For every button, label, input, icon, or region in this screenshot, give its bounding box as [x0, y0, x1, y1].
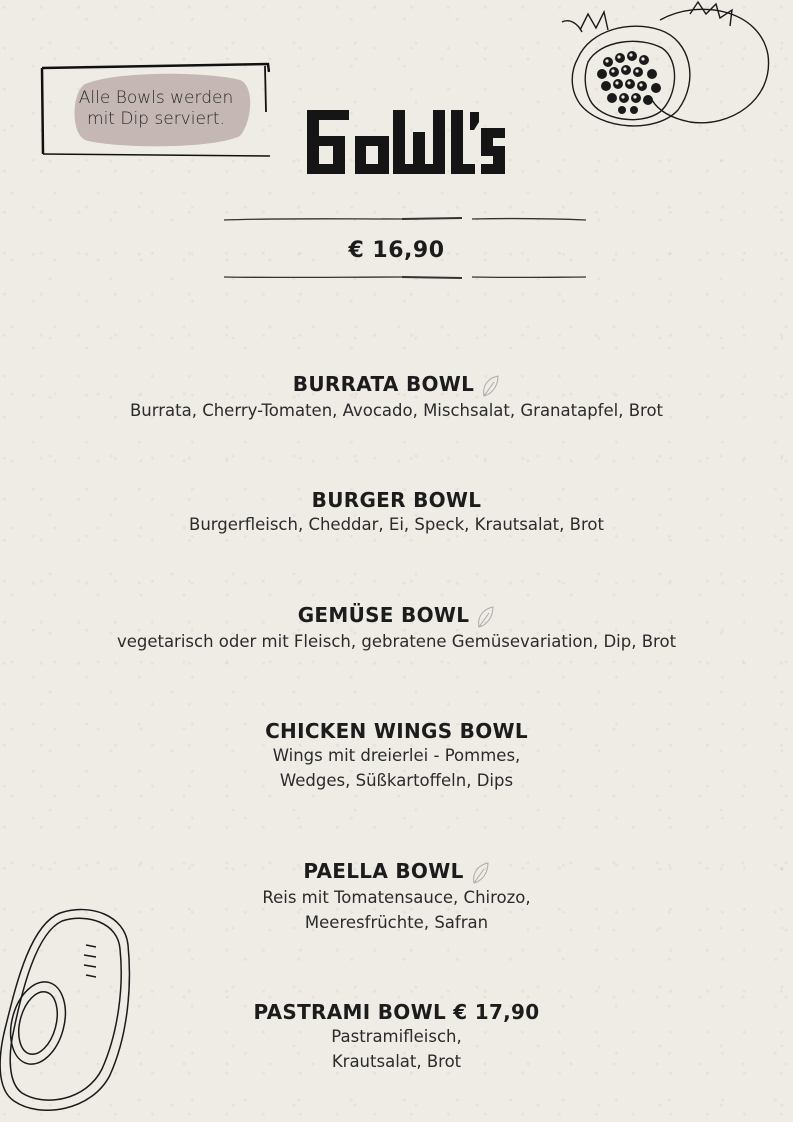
item-title: BURGER BOWL [311, 488, 482, 512]
price: € 16,90 [348, 238, 445, 263]
item-desc: Burgerfleisch, Cheddar, Ei, Speck, Krautsalat, Brot [189, 515, 604, 534]
menu-item [0, 603, 793, 654]
divider-top [222, 216, 588, 222]
note-line-2: mit Dip serviert. [87, 109, 225, 129]
item-desc: Meeresfrüchte, Safran [304, 912, 489, 932]
leaf-icon [480, 374, 500, 398]
item-desc: Wedges, Süßkartoffeln, Dips [279, 771, 514, 790]
item-desc: vegetarisch oder mit Fleisch, gebratene Gemüsevariation, Dip, Brot [116, 631, 677, 651]
item-desc: Krautsalat, Brot [331, 1052, 462, 1071]
note-line-1: Alle Bowls werden [78, 88, 234, 108]
menu-item [0, 488, 793, 537]
menu-item [0, 719, 793, 793]
bowls-logo [305, 108, 507, 176]
divider-bottom [222, 274, 588, 280]
item-title: BURRATA BOWL [0, 372, 793, 398]
item-desc: Wings mit dreierlei - Pommes, [272, 746, 521, 765]
item-title: GEMÜSE BOWL [0, 603, 793, 629]
item-desc: Pastramifleisch, [331, 1027, 462, 1046]
avocado-illustration [0, 905, 135, 1117]
item-title: CHICKEN WINGS BOWL [265, 719, 528, 743]
pomegranate-illustration [560, 0, 775, 135]
menu-item [0, 372, 793, 423]
item-desc: Burrata, Cherry-Tomaten, Avocado, Mischsalat, Granatapfel, Brot [129, 400, 664, 420]
item-title: PASTRAMI BOWL € 17,90 [253, 1000, 540, 1024]
item-desc: Reis mit Tomatensauce, Chirozo, [262, 887, 531, 907]
leaf-icon [470, 861, 490, 885]
leaf-icon [475, 605, 495, 629]
item-title: PAELLA BOWL [0, 859, 793, 885]
note-text [58, 88, 254, 130]
